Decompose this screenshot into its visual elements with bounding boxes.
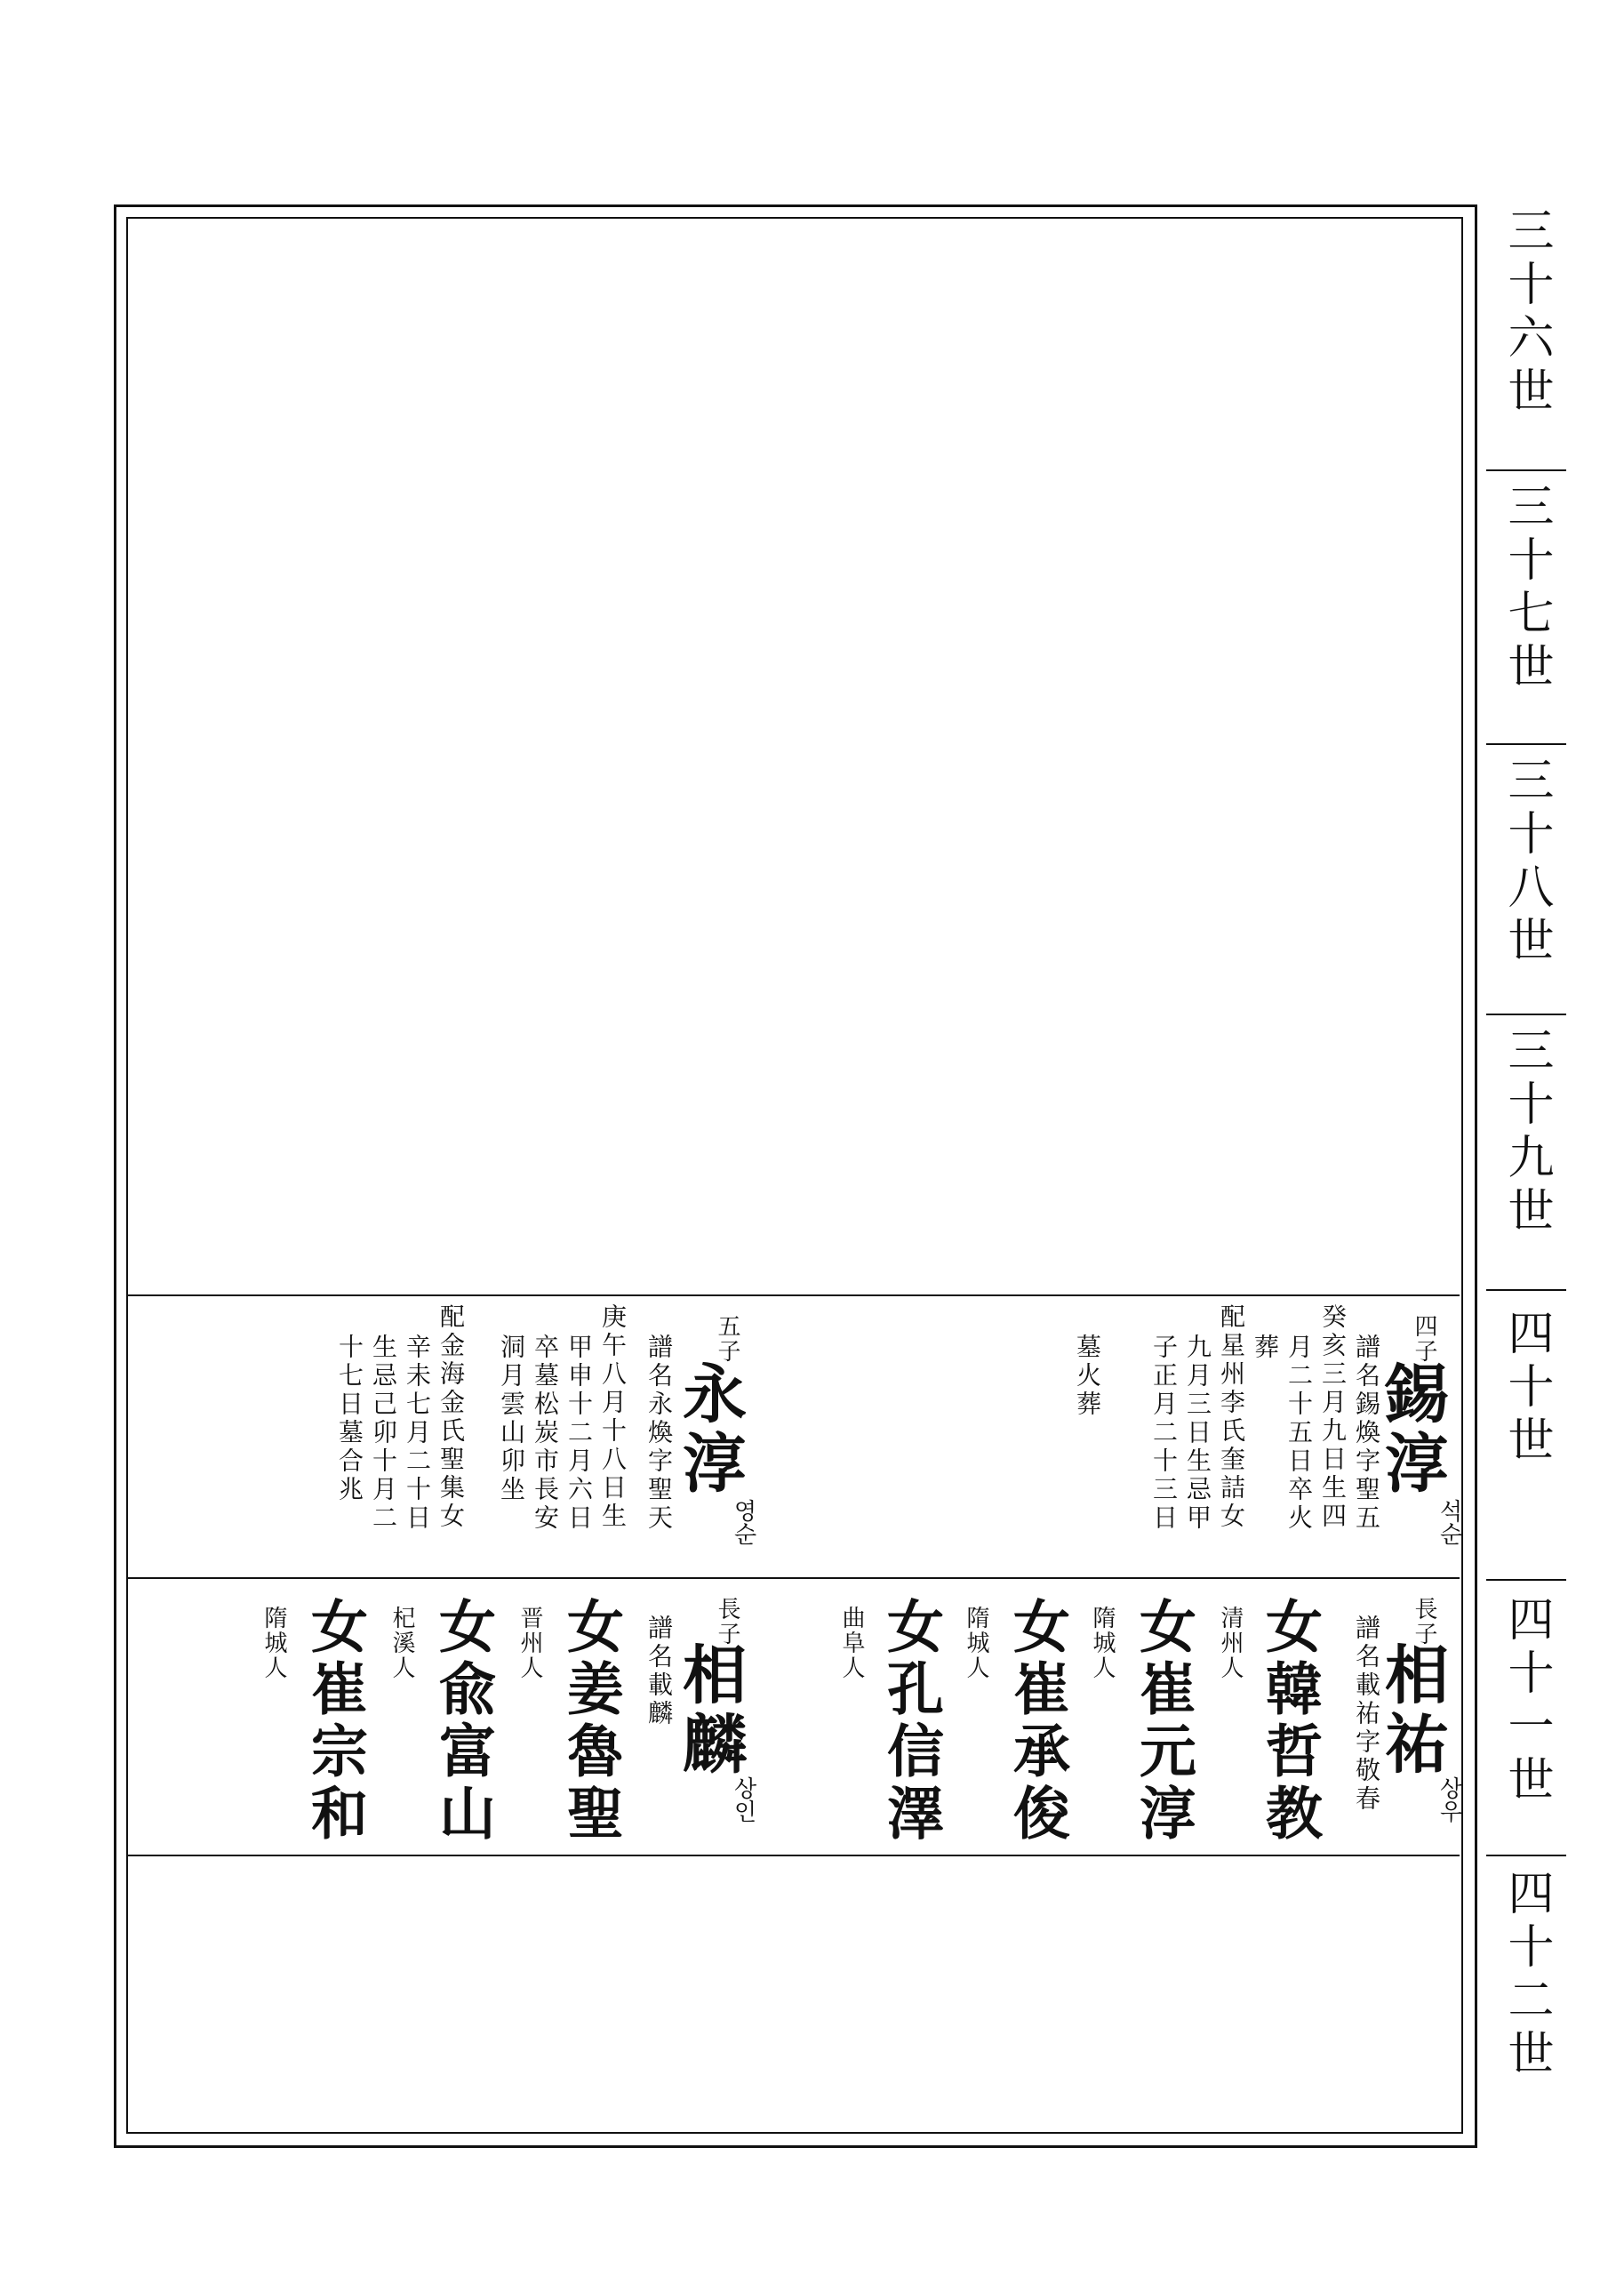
bio-line: 譜名錫煥字聖五 (1352, 1334, 1381, 1533)
generation-separator (1486, 1855, 1566, 1856)
generation-label-37: 三十七世 (1500, 482, 1553, 695)
row-divider-42 (126, 1855, 1460, 1856)
relation-label: 長子 (714, 1597, 740, 1647)
bio-line: 譜名載麟 (644, 1615, 674, 1728)
bio-line: 庚午八月十八日生 (598, 1303, 628, 1531)
daughter-label: 女 (301, 1597, 368, 1659)
generation-separator (1486, 1289, 1566, 1291)
row-divider-41 (126, 1577, 1460, 1579)
inner-border (126, 217, 1463, 2134)
daughter-label: 女 (1130, 1597, 1196, 1659)
bio-line: 月二十五日卒火 (1284, 1334, 1314, 1533)
generation-label-42: 四十二世 (1500, 1869, 1553, 2082)
spouse-origin: 隋城人 (260, 1606, 287, 1680)
generation-column (1486, 206, 1566, 2144)
bio-line: 子正月二十三日 (1149, 1334, 1179, 1533)
person-name: 相麟 (672, 1641, 748, 1780)
spouse-name: 崔宗和 (301, 1659, 368, 1846)
spouse-name: 崔承俊 (1004, 1659, 1070, 1846)
person-name: 相祐 (1374, 1641, 1450, 1780)
generation-label-41: 四十一世 (1500, 1595, 1553, 1808)
generation-separator (1486, 469, 1566, 471)
bio-line: 十七日墓合兆 (335, 1334, 364, 1504)
bio-line: 墓火葬 (1073, 1334, 1102, 1419)
generation-label-38: 三十八世 (1500, 756, 1553, 969)
spouse-name: 孔信澤 (877, 1659, 944, 1846)
generation-label-36: 三十六世 (1500, 206, 1553, 420)
spouse-name: 韓哲教 (1256, 1659, 1323, 1846)
spouse-origin: 杞溪人 (388, 1606, 415, 1680)
bio-line: 九月三日生忌甲 (1183, 1334, 1212, 1533)
person-name: 永淳 (672, 1360, 748, 1499)
hangul-reading: 석순 (1436, 1499, 1462, 1545)
bio-line: 譜名永煥字聖天 (644, 1334, 674, 1533)
generation-label-39: 三十九世 (1500, 1026, 1553, 1239)
relation-label: 四子 (1411, 1314, 1437, 1364)
spouse-origin: 隋城人 (1089, 1606, 1116, 1680)
spouse-origin: 清州人 (1217, 1606, 1244, 1680)
spouse-origin: 隋城人 (963, 1606, 989, 1680)
daughter-label: 女 (429, 1597, 496, 1659)
bio-line: 生忌己卯十月二 (369, 1334, 398, 1533)
generation-separator (1486, 1014, 1566, 1015)
spouse-name: 兪富山 (429, 1659, 496, 1846)
spouse-name: 崔元淳 (1130, 1659, 1196, 1846)
bio-line: 辛未七月二十日 (403, 1334, 432, 1533)
bio-line: 癸亥三月九日生四 (1318, 1303, 1348, 1531)
bio-line: 配金海金氏聖集女 (436, 1303, 466, 1531)
daughter-label: 女 (877, 1597, 944, 1659)
person-name: 錫淳 (1374, 1360, 1450, 1499)
generation-separator (1486, 1579, 1566, 1581)
bio-line: 譜名載祐字敬春 (1352, 1615, 1381, 1814)
generation-separator (1486, 743, 1566, 745)
generation-label-40: 四十世 (1500, 1309, 1553, 1469)
daughter-label: 女 (557, 1597, 624, 1659)
row-divider-40 (126, 1294, 1460, 1296)
daughter-label: 女 (1256, 1597, 1323, 1659)
bio-line: 卒墓松炭市長安 (531, 1334, 560, 1533)
spouse-name: 姜魯聖 (557, 1659, 624, 1846)
bio-line: 配星州李氏奎詰女 (1217, 1303, 1246, 1531)
daughter-label: 女 (1004, 1597, 1070, 1659)
bio-line: 葬 (1251, 1334, 1280, 1362)
spouse-origin: 曲阜人 (838, 1606, 865, 1680)
spouse-origin: 晋州人 (516, 1606, 543, 1680)
bio-line: 洞月雲山卯坐 (497, 1334, 526, 1504)
relation-label: 五子 (714, 1314, 740, 1364)
hangul-reading: 상인 (730, 1776, 756, 1823)
hangul-reading: 영순 (730, 1499, 756, 1545)
hangul-reading: 상우 (1436, 1776, 1462, 1823)
relation-label: 長子 (1411, 1597, 1437, 1647)
bio-line: 甲申十二月六日 (564, 1334, 594, 1533)
